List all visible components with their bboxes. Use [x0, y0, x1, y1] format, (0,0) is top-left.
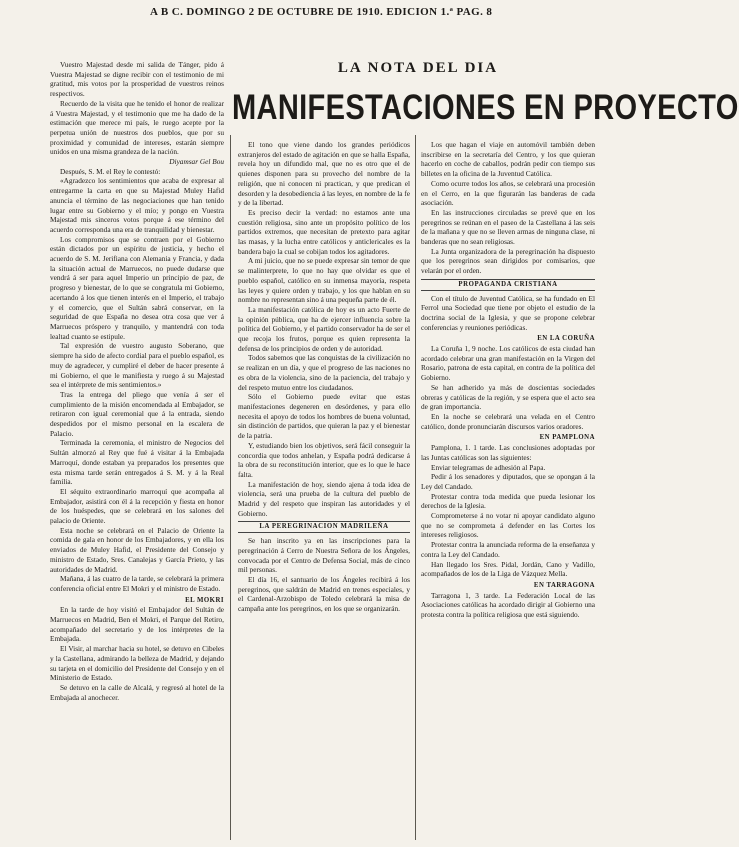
paragraph: Como ocurre todos los años, se celebrará una procesión en el Cerro, en la que figurarán las banderas de cada asociación.: [421, 178, 595, 208]
paragraph: «Agradezco los sentimientos que acaba de expresar al entregarme la carta en que su Majestad Muley Hafid anuncia el término de las negociaciones que han tenido lugar entre su Gobierno y el mío; y pongo en Vuestra Majestad mis sinceros votos porque á ese término del acuerdo corresponda una era de tranquilidad y bienestar.: [50, 176, 224, 234]
paragraph: La Junta organizadora de la peregrinación ha dispuesto que los peregrinos sean dirigidos por comisarios, que velarán por el orden.: [421, 246, 595, 276]
paragraph: Recuerdo de la visita que he tenido el honor de realizar á Vuestra Majestad, y el testimonio que me ha dado de la estimación que merece mi país, le ruego acepte por la perpetua unión de nuestros dos pueblos, que por su proximidad y comunidad de intereses, estarán siempre unidos en una misma grandeza de la nación.: [50, 98, 224, 157]
paragraph: Vuestro Majestad desde mi salida de Tánger, pido á Vuestra Majestad se digne recibir con el testimonio de mi gratitud, mis votos por la prosperidad de vuestros reinos respectivos.: [50, 60, 224, 99]
section-subhead: EN LA CORUÑA: [537, 335, 595, 343]
column-divider-2: [415, 135, 416, 840]
paragraph: Sólo el Gobierno puede evitar que estas manifestaciones degeneren en desórdenes, y para ello necesita el apoyo de todos los hombres de buena voluntad, sin distinción de partidos, que quieran la paz y el bienestar de la patria.: [238, 392, 410, 441]
paragraph: Pedir á los senadores y diputados, que se opongan á la Ley del Candado.: [421, 472, 595, 491]
column-right: [421, 140, 595, 840]
paragraph: Terminada la ceremonia, el ministro de Negocios del Sultán almorzó al Rey que fué á visitar á la Embajada Marroquí, donde estaban ya preparados los presentes que esta misma tarde serán entregados á S. M. y á la Real familia.: [50, 438, 224, 487]
paragraph: Enviar telegramas de adhesión al Papa.: [431, 462, 546, 472]
paragraph: Después, S. M. el Rey le contestó:: [60, 166, 161, 176]
paragraph: Tarragona 1, 3 tarde. La Federación Local de las Asociaciones católicas ha acordado dirigir al Gobierno una protesta contra la política religiosa que está siguiendo.: [421, 590, 595, 620]
paragraph: Esta noche se celebrará en el Palacio de Oriente la comida de gala en honor de los Embajadores, y en ella los enviados de Muley Hafid, el Presidente del Consejo y ministro de Estado, Sres. Canalejas y García Prieto, y las autoridades de Madrid.: [50, 525, 224, 574]
section-subhead: PROPAGANDA CRISTIANA: [421, 279, 595, 291]
paragraph: Se han inscrito ya en las inscripciones para la peregrinación á Cerro de Nuestra Señora de los Ángeles, convocada por el Centro de Defensa Social, más de cinco mil personas.: [238, 536, 410, 575]
paragraph: Protestar contra la anunciada reforma de la enseñanza y contra la Ley del Candado.: [421, 540, 595, 559]
headline-banner: MANIFESTACIONES EN PROYECTO: [232, 88, 739, 127]
section-subhead: LA PEREGRINACION MADRILEÑA: [238, 521, 410, 533]
paragraph: Han llegado los Sres. Pidal, Jordán, Cano y Vadillo, acompañados de los de la Liga de Vázquez Mella.: [421, 559, 595, 579]
paragraph: Pamplona, 1. 1 tarde. Las conclusiones adoptadas por las Juntas católicas son las siguientes:: [421, 443, 595, 462]
paragraph: El día 16, el santuario de los Ángeles recibirá á los peregrinos, que saldrán de Madrid en trenes especiales, y el Cardenal-Arzobispo de Toledo celebrará la misa de campaña ante los peregrinos, en los que se organizarán.: [238, 574, 410, 614]
paragraph: Mañana, á las cuatro de la tarde, se celebrará la primera conferencia oficial entre El Mokri y el ministro de Estado.: [50, 574, 224, 593]
paragraph: Todos sabemos que las conquistas de la civilización no se realizan en un día, y que el progreso de las naciones no es obra de la violencia, sino de la paciencia, del trabajo y del respeto mutuo entre los ciudadanos.: [238, 353, 410, 392]
paragraph: Comprometerse á no votar ni apoyar candidato alguno que no se comprometa á defender en las Cortes los intereses religiosos.: [421, 511, 595, 540]
paragraph: Tal expresión de vuestro augusto Soberano, que siempre ha sido de afecto cordial para el pueblo español, es muy de agradecer, y cumpliré el deber de hacer presente á mi Gobierno, el que le manifiesta y ruego á su Majestad sea el intérprete de mis sentimientos.»: [50, 341, 224, 390]
section-title: LA NOTA DEL DIA: [337, 60, 499, 76]
paragraph: Tras la entrega del pliego que venía á ser el cumplimiento de la misión encomendada al Embajador, se retiraron con igual ceremonial que á la entrada, siendo despedidos por el mismo personal en la escalera de Palacio.: [50, 389, 224, 438]
section-subhead: EN PAMPLONA: [539, 434, 595, 442]
paragraph: Y, estudiando bien los objetivos, será fácil conseguir la concordia que todos anhelan, y España podrá dedicarse á la obra de su reconstitución interior, que es lo que le hace falta.: [238, 440, 410, 479]
paragraph: La manifestación católica de hoy es un acto Fuerte de la opinión pública, que ha de ejercer influencia sobre la política del Gobierno, y el partido conservador ha de ser el que recoja los frutos, porque es quien representa la defensa de los principios de orden y de autoridad.: [238, 304, 410, 353]
paragraph: El tono que viene dando los grandes periódicos extranjeros del estado de agitación en que se halla España, revela hoy un difundido mal, que no es otro que el de quienes disponen para su provecho del nombre de la religión, que ni conocen ni practican, y que predican el desorden y la desobediencia á las leyes, en nombre de la fe y de la libertad.: [238, 140, 410, 208]
paragraph: Los que hagan el viaje en automóvil también deben inscribirse en la secretaría del Centro, y los que quieran hacerlo en coche de caballos, podrán pedir con tiempo sus billetes en la oficina de la Juventud Católica.: [421, 140, 595, 179]
paragraph: La manifestación de hoy, siendo ajena á toda idea de violencia, será una prueba de la cultura del pueblo de Madrid y del respeto que inspiran las autoridades y el Gobierno.: [238, 479, 410, 518]
paragraph: Se han adherido ya más de doscientas sociedades obreras y católicas de la región, y se espera que el acto sea de gran importancia.: [421, 382, 595, 412]
paragraph: Protestar contra toda medida que pueda lesionar los derechos de la Iglesia.: [421, 491, 595, 511]
paragraph: Los compromisos que se contraen por el Gobierno están dictados por un espíritu de justicia, y hecho el acuerdo de S. M. Jerifiana con Alemania y Francia, y dada la situación actual de Marruecos, no puede dudarse que vendrá á ser para aquel Imperio un principio de paz, de progreso y bienestar, de lo que se congratula mi Gobierno, acertando á los que tienen interés en el Imperio, el trabajo y el comercio, que el Sultán sabrá conservar, en la seguridad de que España no desea otra cosa que ver á Marruecos próspero y tranquilo, y mantendrá con toda lealtad cuanto se estipule.: [50, 234, 224, 341]
page-header: A B C. DOMINGO 2 DE OCTUBRE DE 1910. EDICION 1.ª PAG. 8: [150, 6, 493, 18]
column-left: [50, 60, 224, 840]
paragraph: La Coruña 1, 9 noche. Los católicos de esta ciudad han acordado celebrar una gran manifestación en la Virgen del Rosario, patrona de esta capital, en contra de la política del Gobierno.: [421, 344, 595, 383]
signature: Diyamsar Gel Bou: [169, 157, 224, 167]
paragraph: Es preciso decir la verdad: no estamos ante una cuestión religiosa, sino ante un propósito político de los partidos extremos, que necesitan de pretexto para agitar las masas, y la lucha entre católicos y anticlericales es la bandera bajo la cual se cobijan todos los agitadores.: [238, 207, 410, 256]
paragraph: El séquito extraordinario marroquí que acompaña al Embajador, asistirá con él á la recepción y fiesta en honor de los huéspedes, que se celebrará en los salones del palacio de Oriente.: [50, 486, 224, 526]
section-subhead: EN TARRAGONA: [533, 581, 595, 589]
paragraph: Con el título de Juventud Católica, se ha fundado en El Ferrol una Sociedad que tiene por objeto el estudio de la doctrina social de la Iglesia, y que se propone celebrar conferencias y reuniones periódicas.: [421, 293, 595, 332]
paragraph: En las instrucciones circuladas se prevé que en los peregrinos se reúnan en el paseo de la Castellana á las seis de la mañana y que no se lleven armas de ninguna clase, ni banderas que no sean religiosas.: [421, 207, 595, 247]
column-middle: [238, 140, 410, 840]
section-subhead: EL MOKRI: [185, 596, 224, 604]
paragraph: El Visir, al marchar hacia su hotel, se detuvo en Cibeles y la Castellana, admirando la belleza de Madrid, y dejando su tarjeta en el domicilio del Presidente del Consejo y en el Ministerio de Estado.: [50, 644, 224, 683]
paragraph: A mi juicio, que no se puede expresar sin temor de que se malinterprete, lo que no hay que olvidar es que el pueblo español, católico en su inmensa mayoría, respeta las leyes y quiere orden y trabajo, y los que hablan en su nombre no representan sino á una pequeña parte de él.: [238, 256, 410, 305]
column-divider-1: [230, 135, 231, 840]
paragraph: En la tarde de hoy visitó el Embajador del Sultán de Marruecos en Madrid, Ben el Mokri, el Parque del Retiro, acompañado del secretario y de los intérpretes de la Embajada.: [50, 605, 224, 644]
paragraph: En la noche se celebrará una velada en el Centro católico, donde pronunciarán discursos varios oradores.: [421, 411, 595, 431]
paragraph: Se detuvo en la calle de Alcalá, y regresó al hotel de la Embajada al anochecer.: [50, 683, 224, 702]
